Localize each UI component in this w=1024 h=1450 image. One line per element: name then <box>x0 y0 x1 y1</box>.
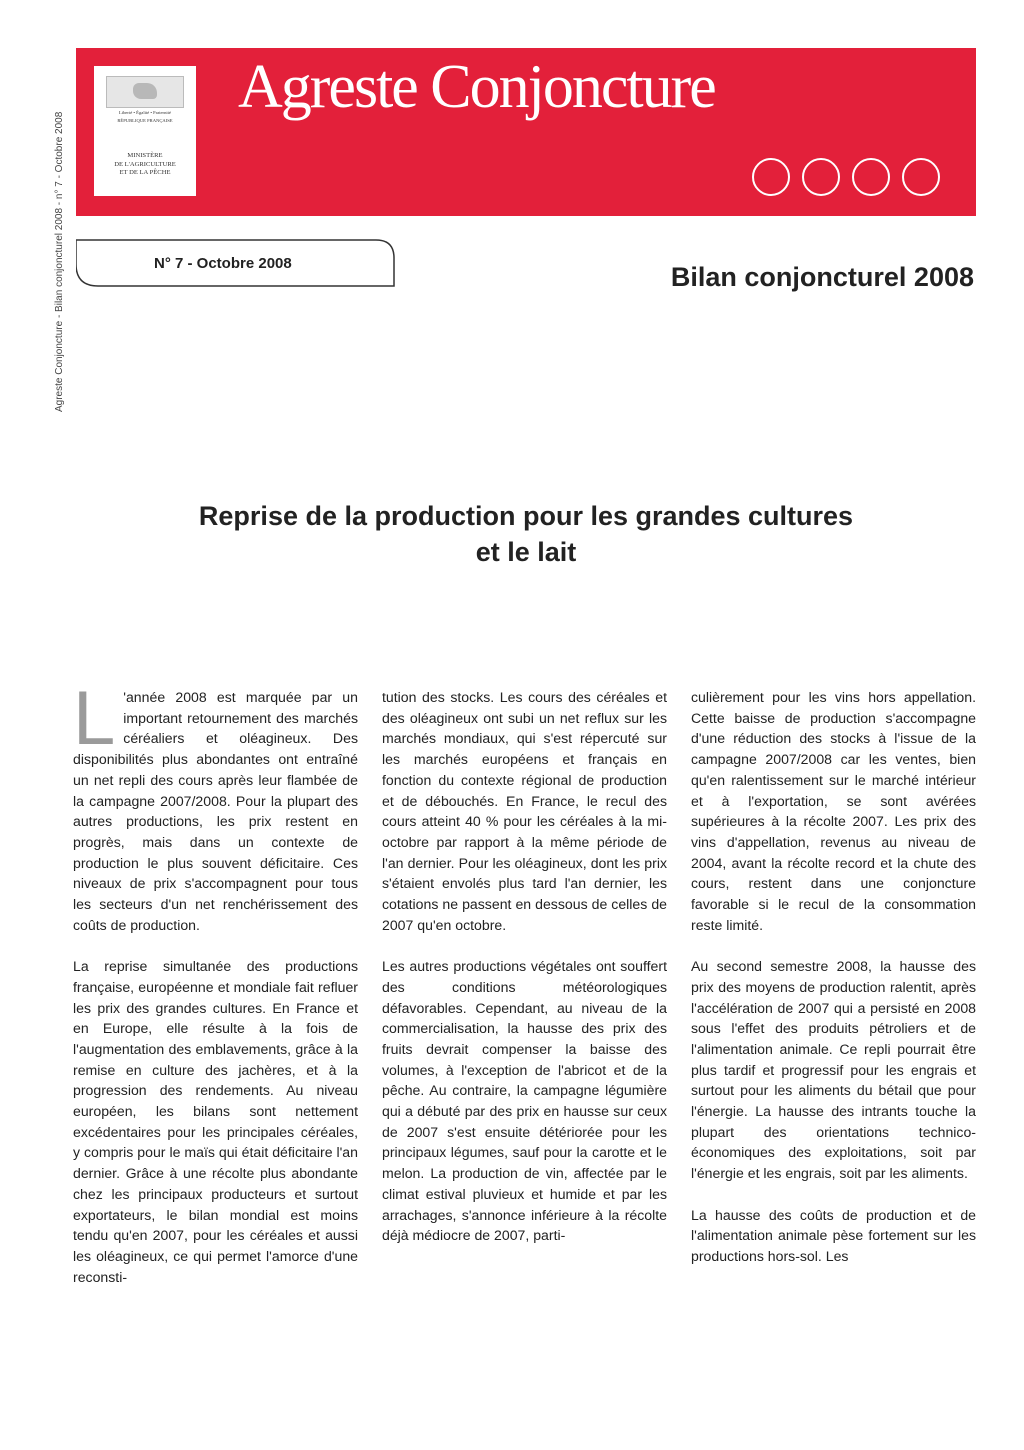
paragraph: Les autres productions végétales ont souffert des conditions météorologiques défavorables. Cependant, au niveau de la commercialisation, la hausse des prix des fruits devrait compenser la baisse des volumes, à l'exception de l'abricot et de la pêche. Au contraire, la campagne légumière qui a débuté par des prix en hausse sur ceux de 2007 s'est ensuite détériorée pour les principaux légumes, sauf pour la carotte et le melon. La production de vin, affectée par le climat estival pluvieux et humide et par les arrachages, s'annonce inférieure à la récolte déjà médiocre de 2007, parti- <box>382 958 667 1244</box>
text-column-1 <box>73 676 358 1308</box>
text-column-2 <box>382 687 667 1267</box>
issue-number: N° 7 - Octobre 2008 <box>154 255 292 272</box>
paragraph: Au second semestre 2008, la hausse des prix des moyens de production ralentit, après l'accélération de 2007 qui a persisté en 2008 sous l'effet des produits pétroliers et de l'alimentation animale. Ce repli pourrait être plus tardif et progressif pour les engrais et surtout pour les aliments du bétail que pour l'énergie. La hausse des intrants touche la plupart des orientations technico-économiques des exploitations, soit par l'énergie et les engrais, soit par les aliments. <box>691 958 976 1182</box>
ring-icon <box>802 158 840 196</box>
logo-republic: RÉPUBLIQUE FRANÇAISE <box>117 118 173 123</box>
paragraph: L 'année 2008 est marquée par un important retournement des marchés céréaliers et oléagineux. Des disponibilités plus abondantes ont entraîné un net repli des cours après leur flambée de la campagne 2007/2008. Pour la plupart des autres productions, les prix restent en progrès, mais dans un contexte de production le plus souvent déficitaire. Ces niveaux de prix s'accompagnent pour tous les secteurs d'un net renchérissement des coûts de production. <box>73 676 358 933</box>
paragraph: La hausse des coûts de production et de l'alimentation animale pèse fortement sur les productions hors-sol. Les <box>691 1206 976 1264</box>
section-title: Bilan conjoncturel 2008 <box>670 262 974 292</box>
ring-icon <box>902 158 940 196</box>
paragraph: culièrement pour les vins hors appellation. Cette baisse de production s'accompagne d'une réduction des stocks à l'issue de la campagne 2007/2008 car les ventes, bien qu'en ralentissement sur le marché intérieur et à l'exportation, se sont avérées supérieures à la récolte 2007. Les prix des vins d'appellation, revenus au niveau de 2004, avant la récolte record et la chute des cours, restent dans une conjoncture favorable si le recul de la consommation reste limité. <box>691 689 976 933</box>
article-headline: Reprise de la production pour les grandes cultures et le lait <box>198 501 854 567</box>
side-running-title: Agreste Conjoncture - Bilan conjoncturel 2008 - n° 7 - Octobre 2008 <box>54 111 65 412</box>
paragraph: La reprise simultanée des productions française, européenne et mondiale fait refluer les prix des grandes cultures. En France et en Europe, elle résulte à la fois de l'augmentation des emblavements, grâce à la remise en culture des jachères, et à la progression des rendements. Au niveau européen, les bilans sont nettement excédentaires pour les principales céréales, y compris pour le maïs qui était déficitaire l'an dernier. Grâce à une récolte plus abondante chez les principaux producteurs et surtout exportateurs, le bilan mondial est moins tendu qu'en 2007, pour les céréales et aussi les oléagineux, ce qui permet l'amorce d'une reconsti- <box>73 958 358 1285</box>
ring-icon <box>852 158 890 196</box>
paragraph: tution des stocks. Les cours des céréales et des oléagineux ont subi un net reflux sur les marchés mondiaux, qui s'est répercuté sur les marchés européens et français en fonction du contexte régional de production et de débouchés. En France, le recul des cours atteint 40 % pour les céréales à la mi-octobre par rapport à la même période de l'an dernier. Pour les oléagineux, dont les prix s'étaient envolés plus tard l'an dernier, les cotations ne passent en dessous de celles de 2007 qu'en octobre. <box>382 689 667 933</box>
marianne-icon <box>106 76 184 108</box>
drop-cap: L <box>73 676 116 761</box>
logo-motto: Liberté • Égalité • Fraternité <box>119 110 171 115</box>
logo-ministry-name: MINISTÈRE DE L'AGRICULTURE ET DE LA PÊCHE <box>114 152 176 176</box>
publication-title: Agreste Conjoncture <box>238 53 715 121</box>
ring-icon <box>752 158 790 196</box>
ministry-logo <box>94 66 196 196</box>
text-column-3 <box>691 687 976 1287</box>
